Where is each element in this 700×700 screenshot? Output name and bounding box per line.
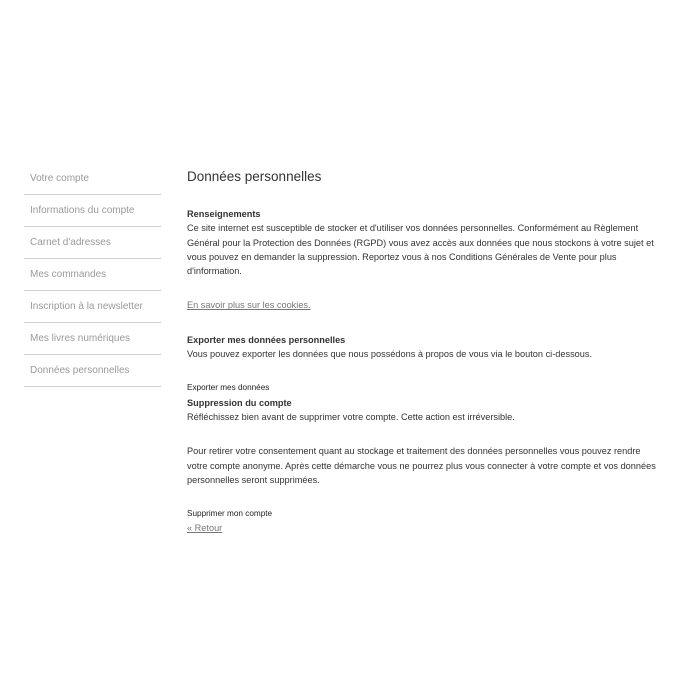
delete-account-button[interactable]: Supprimer mon compte [187, 509, 273, 519]
account-sidebar [24, 163, 161, 387]
suppression-warning-text: Réfléchissez bien avant de supprimer votre compte. Cette action est irréversible. [187, 411, 515, 422]
sidebar-item-carnet-d-adresses[interactable]: Carnet d'adresses [24, 227, 161, 259]
main-content [187, 163, 657, 536]
export-text: Vous pouvez exporter les données que nous possédons à propos de vous via le bouton ci-dessous. [187, 349, 593, 360]
page-title: Données personnelles [187, 169, 322, 184]
sidebar-item-mes-commandes[interactable]: Mes commandes [24, 259, 161, 291]
sidebar-item-mes-livres-numeriques[interactable]: Mes livres numériques [24, 323, 161, 355]
cookies-link[interactable]: En savoir plus sur les cookies. [187, 300, 311, 311]
back-link[interactable]: « Retour [187, 523, 223, 534]
export-heading: Exporter mes données personnelles [187, 334, 346, 345]
export-data-button[interactable]: Exporter mes données [187, 383, 270, 393]
sidebar-item-newsletter[interactable]: Inscription à la newsletter [24, 291, 161, 323]
suppression-consent-text: Pour retirer votre consentement quant au stockage et traitement des données personnelles vous pouvez rendre votre compte anonyme. Après cette démarche vous ne pourrez plus vous connecter à votre compte et vos données personnelles seront supprimées. [187, 446, 656, 485]
sidebar-item-donnees-personnelles[interactable]: Données personnelles [24, 355, 161, 387]
renseignements-text: Ce site internet est susceptible de stocker et d'utiliser vos données personnelles. Conformément au Règlement Général pour la Protection des Données (RGPD) vous avez accès aux données que nous stockons à votre sujet et vous pouvez en demander la suppression. Reportez vous à nos Conditions Générales de Vente pour plus d'information. [187, 223, 654, 277]
renseignements-heading: Renseignements [187, 209, 261, 219]
sidebar-item-informations-du-compte[interactable]: Informations du compte [24, 195, 161, 227]
sidebar-item-votre-compte[interactable]: Votre compte [24, 163, 161, 195]
suppression-heading: Suppression du compte [187, 397, 292, 408]
